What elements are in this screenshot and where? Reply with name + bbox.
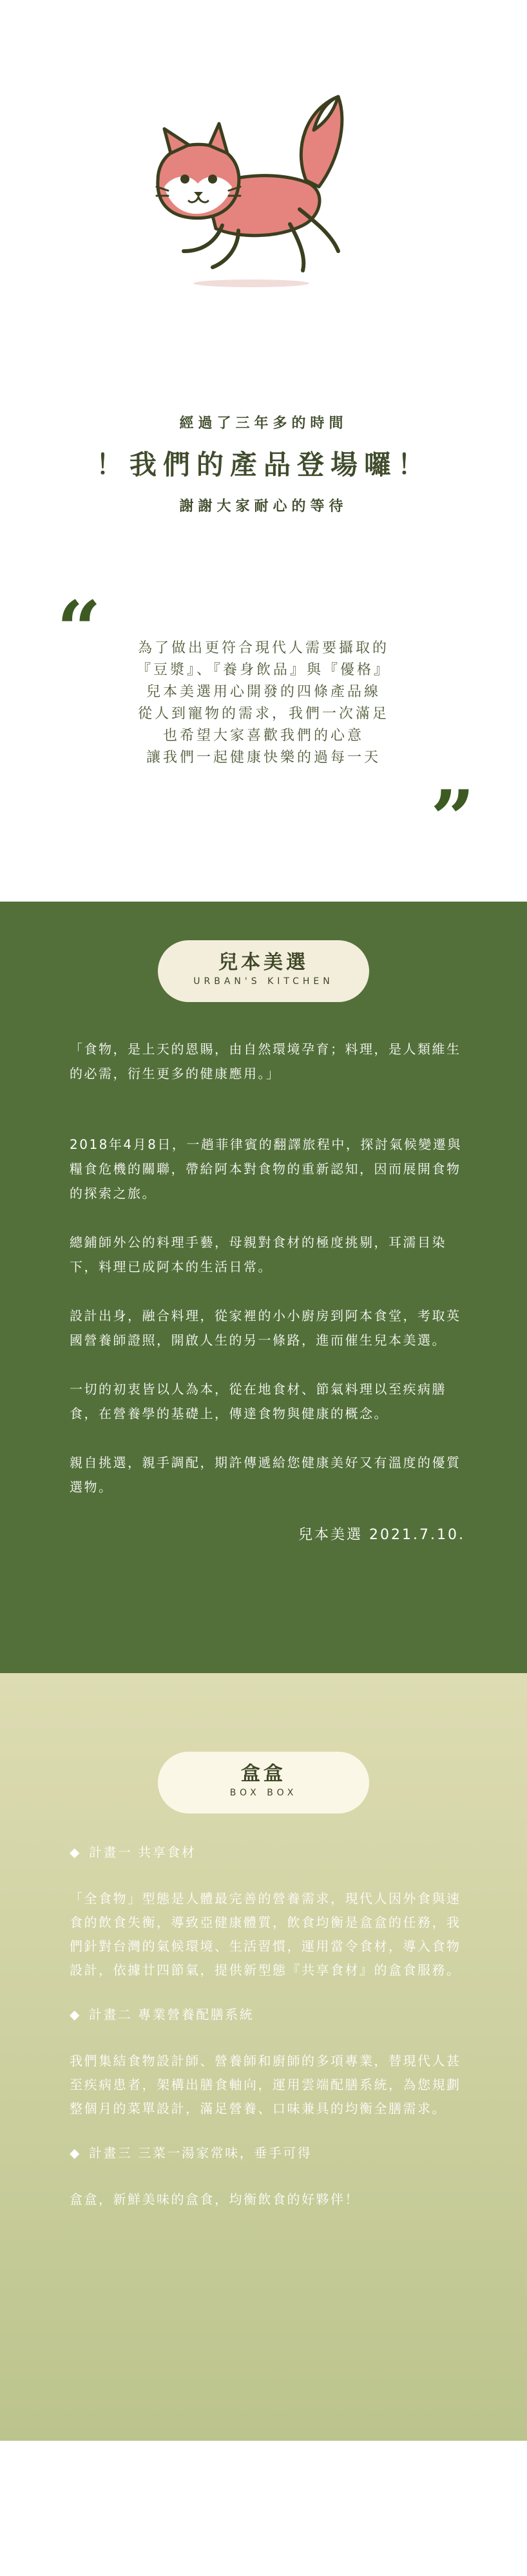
quote-line: 讓我們一起健康快樂的過每一天 <box>146 750 381 766</box>
kitchen-subtitle: URBAN'S KITCHEN <box>193 976 334 987</box>
boxbox-title: 盒盒 <box>241 1763 286 1785</box>
plan-heading-text: 計畫一 共享食材 <box>88 1844 196 1860</box>
kitchen-section <box>0 902 527 1673</box>
kitchen-title-badge <box>158 940 369 1002</box>
kitchen-paragraph: 「食物，是上天的恩賜，由自然環境孕育；料理，是人類維生的必需，衍生更多的健康應用。」 <box>70 1041 461 1081</box>
kitchen-paragraph: 一切的初衷皆以人為本，從在地食材、節氣料理以至疾病膳食，在營養學的基礎上，傳達食物與健康的概念。 <box>70 1381 446 1421</box>
plan-heading-text: 計畫二 專業營養配膳系統 <box>88 2007 254 2022</box>
close-quote-icon: ” <box>430 773 475 864</box>
kitchen-paragraph: 親自挑選，親手調配，期許傳遞給您健康美好又有溫度的優質選物。 <box>70 1455 461 1495</box>
plan-body: 「全食物」型態是人體最完善的營養需求，現代人因外食與速食的飲食失衡，導致亞健康體質，飲食均衡是盒盒的任務，我們針對台灣的氣候環境、生活習慣，運用當令食材，導入食物設計，依據廿四節氣，提供新型態『共享食材』的盒食服務。 <box>70 1891 461 1978</box>
open-quote-icon: “ <box>57 584 102 675</box>
plan-body: 盒盒，新鮮美味的盒食，均衡飲食的好夥伴！ <box>70 2192 359 2207</box>
hero-line-1: 經過了三年多的時間 <box>179 415 348 431</box>
plan-heading <box>70 2143 465 2163</box>
boxbox-subtitle: BOX BOX <box>229 1788 298 1798</box>
kitchen-story <box>70 1037 465 1544</box>
kitchen-paragraph: 2018年4月8日，一趟菲律賓的翻譯旅程中，探討氣候變遷與糧食危機的關聯，帶給阿本對食物的重新認知，因而展開食物的探索之旅。 <box>70 1137 462 1201</box>
quote-block <box>0 638 527 769</box>
kitchen-signature: 兒本美選 2021.7.10. <box>298 1527 465 1543</box>
plan-heading <box>70 2004 465 2025</box>
quote-line: 兒本美選用心開發的四條產品線 <box>146 684 381 700</box>
quote-line: 也希望大家喜歡我們的心意 <box>162 728 364 744</box>
boxbox-section <box>0 1673 527 2441</box>
fox-illustration <box>145 77 364 296</box>
quote-line: 『豆漿』、『養身飲品』與『優格』 <box>136 662 390 678</box>
plan-body: 我們集結食物設計師、營養師和廚師的多項專業，替現代人甚至疾病患者，架構出膳食軸向，運用雲端配膳系統，為您規劃整個月的菜單設計，滿足營養、口味兼具的均衡全膳需求。 <box>70 2053 461 2116</box>
plan-heading-text: 計畫三 三菜一湯家常味，垂手可得 <box>88 2145 312 2161</box>
diamond-bullet-icon: ◆ <box>70 1844 81 1860</box>
kitchen-paragraph: 設計出身，融合料理，從家裡的小小廚房到阿本食堂，考取英國營養師證照，開啟人生的另一條路，進而催生兒本美選。 <box>70 1308 461 1348</box>
diamond-bullet-icon: ◆ <box>70 2007 81 2022</box>
hero-line-3: 謝謝大家耐心的等待 <box>179 498 348 515</box>
kitchen-title: 兒本美選 <box>218 951 309 974</box>
quote-line: 從人到寵物的需求，我們一次滿足 <box>137 706 389 722</box>
diamond-bullet-icon: ◆ <box>70 2145 81 2161</box>
boxbox-title-badge <box>158 1752 369 1814</box>
hero-section <box>0 0 527 902</box>
quote-line: 為了做出更符合現代人需要攝取的 <box>137 640 389 656</box>
hero-announcement <box>0 412 527 515</box>
plan-heading <box>70 1842 465 1862</box>
boxbox-plans <box>70 1842 465 2233</box>
kitchen-paragraph: 總鋪師外公的料理手藝，母親對食材的極度挑剔，耳濡目染下，料理已成阿本的生活日常。 <box>70 1235 446 1274</box>
hero-headline: ！我們的產品登場囉！ <box>95 449 431 480</box>
